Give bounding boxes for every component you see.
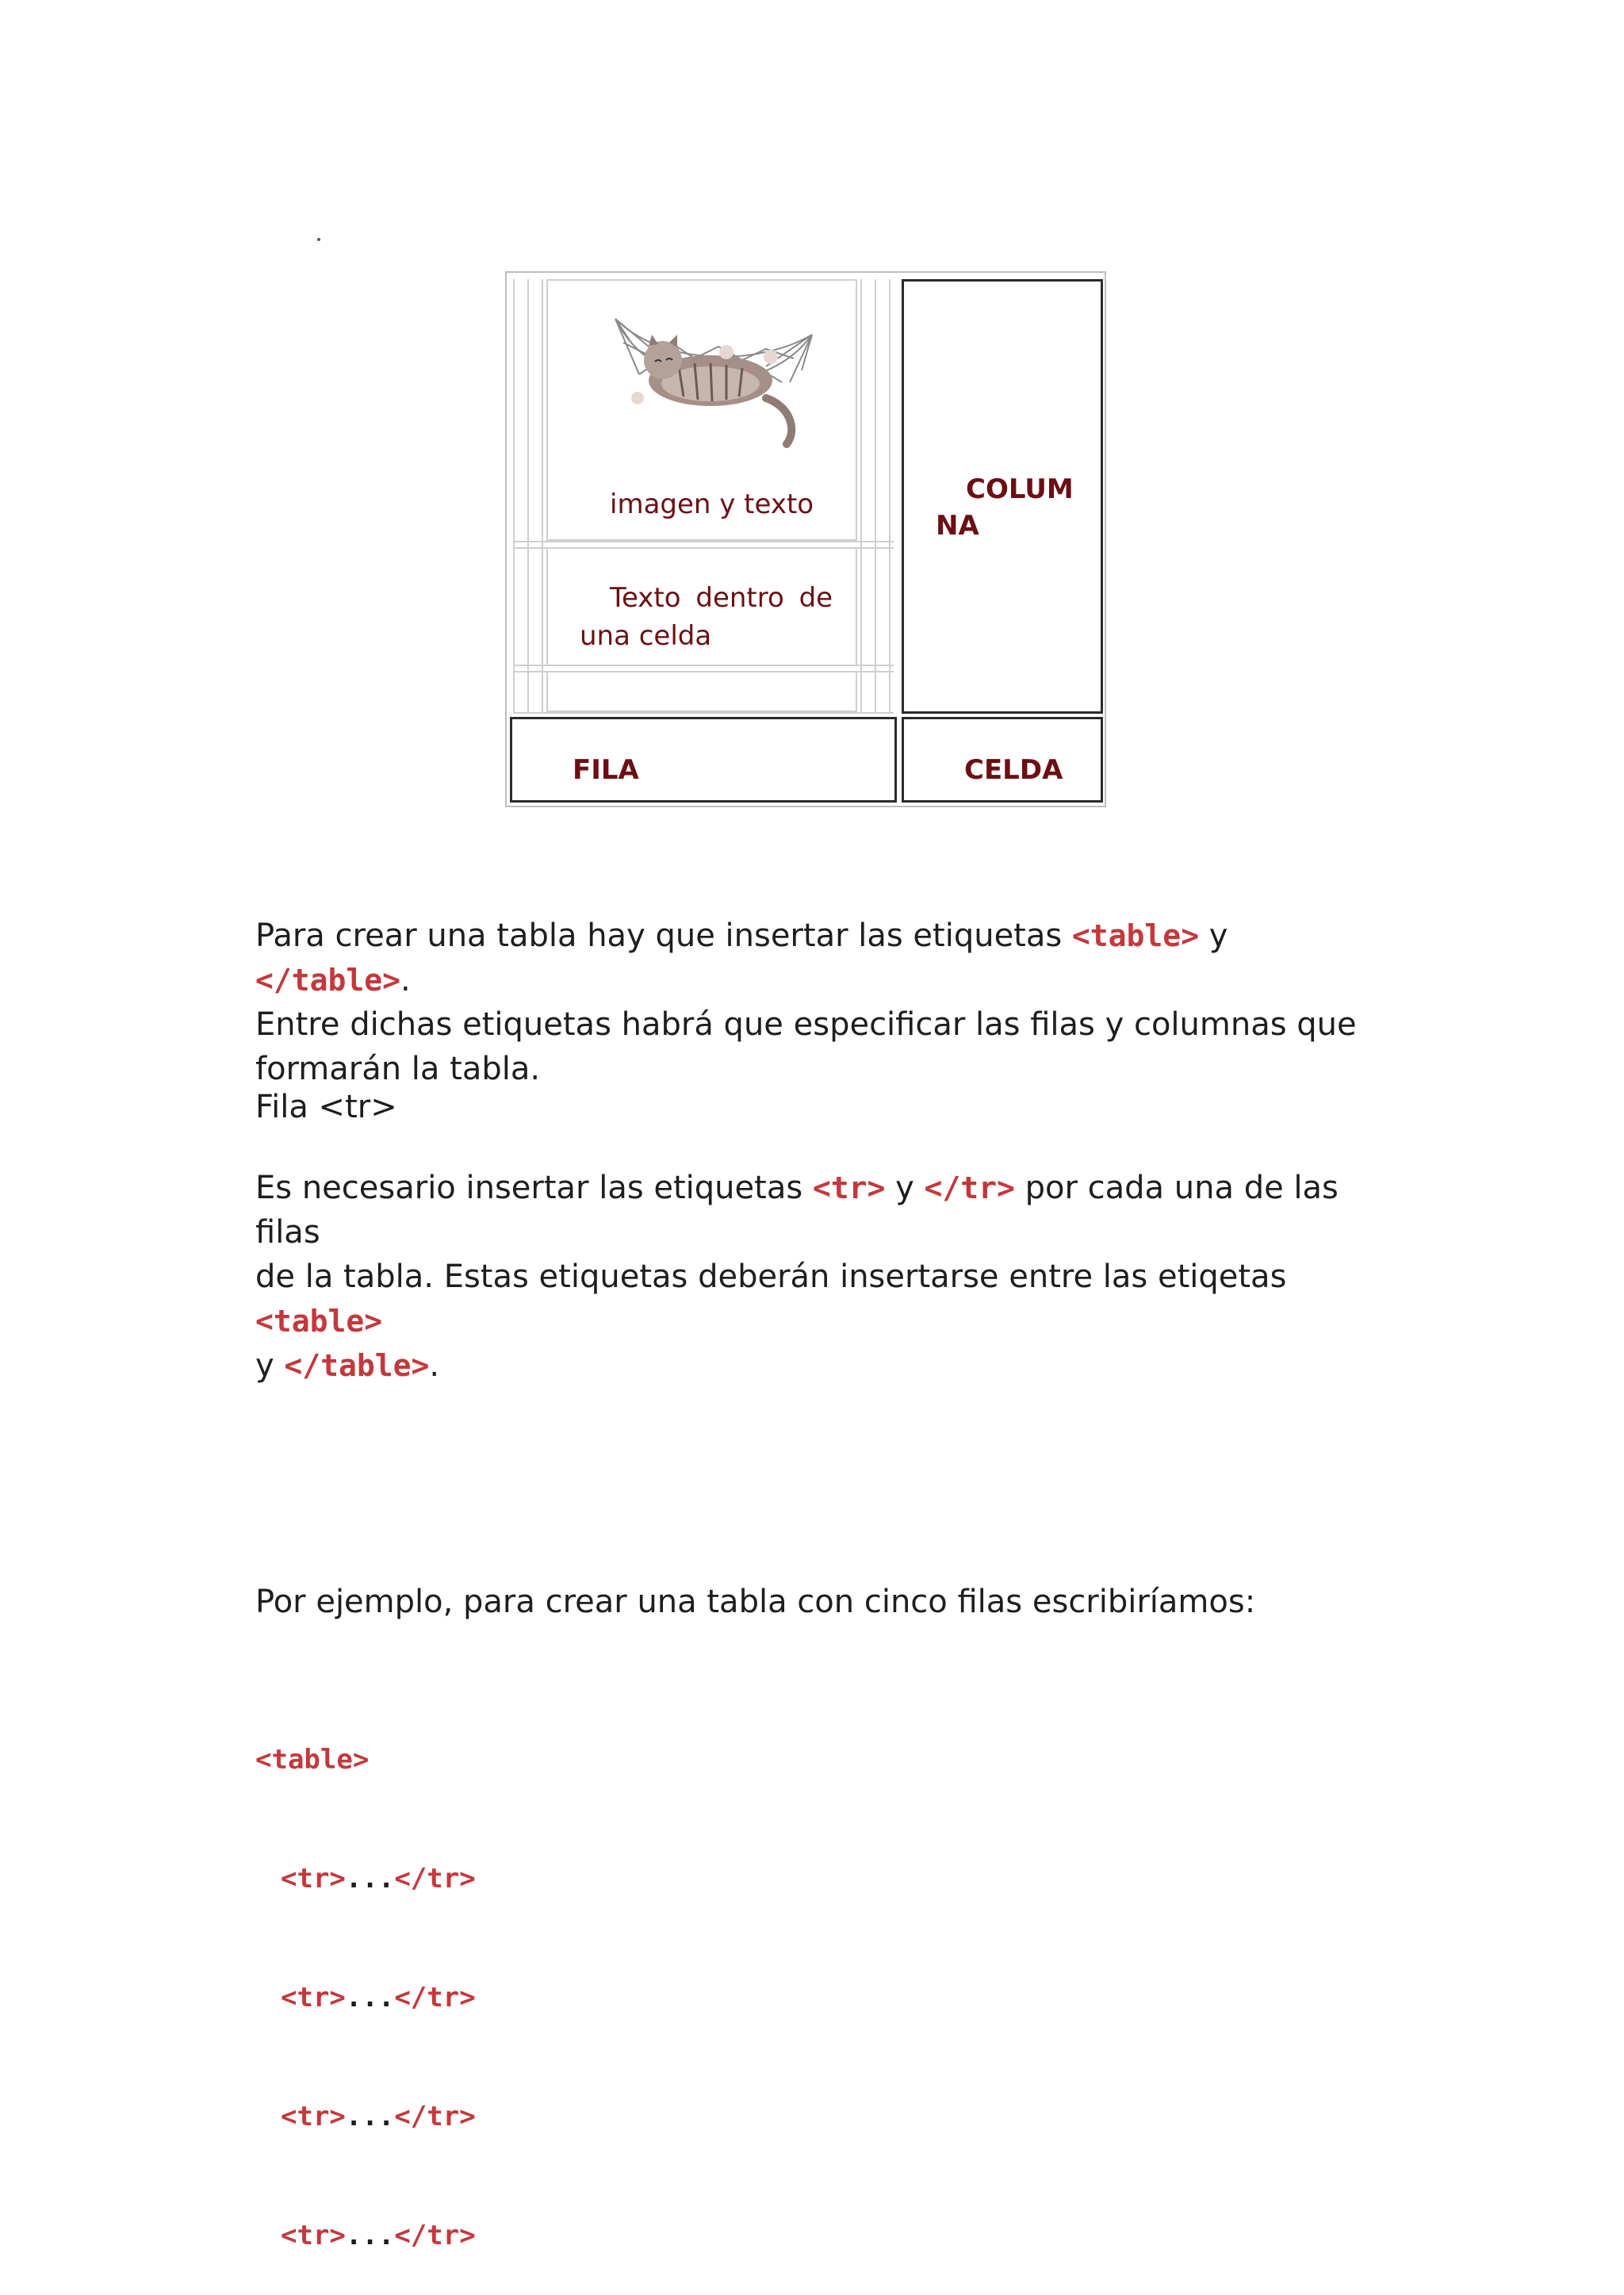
border-line [513,279,515,714]
code-dots: ... [345,2101,395,2132]
border-line [513,541,894,542]
table-diagram [505,271,1106,807]
intro-line-1 [255,914,1381,1002]
tag-table-close: </table> [255,963,401,998]
code-dots: ... [345,1863,395,1895]
tag-table-open: <table> [255,1304,383,1339]
image-cell-caption: imagen y texto [610,489,814,520]
code-tag: <tr> [281,2220,346,2251]
code-example [255,1661,476,2295]
code-row [255,2216,476,2255]
column-label-line2: NA [936,510,979,542]
text: por cada una de las filas [255,1170,1339,1251]
code-tag: </tr> [394,2220,476,2251]
cat-in-hammock-icon [607,311,822,457]
border-line [513,712,894,714]
code-dots: ... [345,1982,395,2013]
text: Para crear una tabla hay que insertar las etiquetas [255,918,1072,954]
fila-heading: Fila <tr> [255,1089,397,1125]
border-line [875,279,876,714]
border-line [542,279,543,714]
cell-cell [902,717,1103,803]
code-table-open: <table> [255,1744,370,1776]
code-tag: <tr> [281,2101,346,2132]
row-label: FILA [573,754,639,786]
code-tag: <tr> [281,1863,346,1895]
text: y [1199,918,1228,954]
text-cell-line1: Texto dentro de [610,582,833,614]
border-line [889,279,891,714]
row-cell [510,717,897,803]
code-tag: </tr> [394,2101,476,2132]
tr-line-2 [255,1255,1381,1343]
example-intro: Por ejemplo, para crear una tabla con cinco filas escribiríamos: [255,1584,1256,1620]
intro-paragraph [255,914,1381,1091]
column-label-line1: COLUM [966,473,1074,505]
text: y [885,1170,925,1206]
column-cell [902,279,1103,714]
image-text-cell [546,279,857,541]
tag-table-close: </table> [284,1348,430,1383]
tr-paragraph [255,1166,1381,1388]
text: . [400,962,411,998]
text-cell-line2: una celda [580,620,712,652]
text: y [255,1347,285,1384]
code-tag: </tr> [394,1982,476,2013]
code-tag: </tr> [394,1863,476,1895]
code-tag: <tr> [281,1982,346,2013]
intro-line-2: Entre dichas etiquetas habrá que especificar las filas y columnas que [255,1006,1357,1043]
empty-cell [546,671,857,712]
code-row [255,1978,476,2017]
stray-dot [317,238,320,241]
text-cell [546,547,857,666]
tag-tr-close: </tr> [924,1170,1015,1205]
intro-line-3: formarán la tabla. [255,1051,541,1087]
tag-table-open: <table> [1071,918,1200,953]
code-row [255,2097,476,2136]
text: de la tabla. Estas etiquetas deberán insertarse entre las etiqetas [255,1259,1287,1295]
text: Es necesario insertar las etiquetas [255,1170,813,1206]
code-row [255,1859,476,1898]
tag-tr-open: <tr> [812,1170,886,1205]
text: . [429,1347,440,1384]
code-dots: ... [345,2220,395,2251]
cell-label: CELDA [964,754,1063,786]
border-line [860,279,862,714]
tr-line-1 [255,1166,1381,1255]
border-line [527,279,529,714]
tr-line-3 [255,1343,1381,1388]
